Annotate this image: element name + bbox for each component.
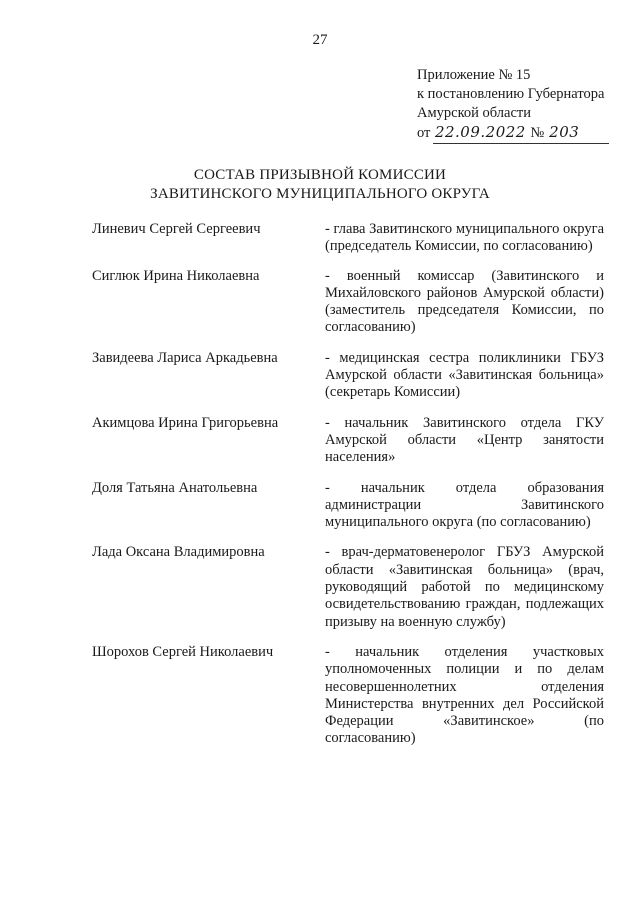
member-row xyxy=(92,350,604,402)
handwritten-number: 203 xyxy=(549,123,580,141)
member-row xyxy=(92,221,604,256)
number-label: № xyxy=(530,125,545,141)
appendix-number: Приложение № 15 xyxy=(417,67,531,83)
member-role: - военный комиссар (Завитинского и Михайловского районов Амурской области) (заместитель председателя Комиссии, по согласованию) xyxy=(325,267,604,336)
member-name: Сиглюк Ирина Николаевна xyxy=(92,267,260,284)
member-role: - начальник отдела образования администрации Завитинского муниципального округа (по согласованию) xyxy=(325,479,604,531)
member-row xyxy=(92,268,604,337)
commission-members-list xyxy=(92,221,604,748)
member-name: Доля Татьяна Анатольевна xyxy=(92,479,258,496)
member-row xyxy=(92,644,604,748)
member-name: Шорохов Сергей Николаевич xyxy=(92,643,274,660)
appendix-header xyxy=(417,66,617,143)
member-name: Лада Оксана Владимировна xyxy=(92,544,265,561)
document-title xyxy=(0,166,640,204)
appendix-region: Амурской области xyxy=(417,105,531,121)
date-underline xyxy=(433,143,609,144)
member-row xyxy=(92,480,604,532)
member-row xyxy=(92,415,604,467)
member-role: - начальник отделения участковых уполномоченных полиции и по делам несовершеннолетних отделения Министерства внутренних дел Российской Федерации «Завитинское» (по согласованию) xyxy=(325,643,604,747)
date-prefix: от xyxy=(417,125,431,141)
handwritten-date: 22.09.2022 xyxy=(434,123,526,141)
appendix-reference: к постановлению Губернатора xyxy=(417,86,605,102)
member-role: - врач-дерматовенеролог ГБУЗ Амурской области «Завитинская больница» (врач, руководящий работой по медицинскому освидетельствованию граждан, подлежащих призыву на военную службу) xyxy=(325,544,604,630)
member-name: Завидеева Лариса Аркадьевна xyxy=(92,349,278,366)
page-number: 27 xyxy=(312,32,328,48)
member-role: - глава Завитинского муниципального округа (председатель Комиссии, по согласованию) xyxy=(325,221,604,255)
member-row xyxy=(92,544,604,630)
member-name: Линевич Сергей Сергеевич xyxy=(92,221,261,237)
appendix-date-line xyxy=(417,123,617,143)
title-line-1: СОСТАВ ПРИЗЫВНОЙ КОМИССИИ xyxy=(193,167,447,183)
member-role: - медицинская сестра поликлиники ГБУЗ Амурской области «Завитинская больница» (секретарь Комиссии) xyxy=(325,349,604,401)
title-line-2: ЗАВИТИНСКОГО МУНИЦИПАЛЬНОГО ОКРУГА xyxy=(150,186,490,202)
member-role: - начальник Завитинского отдела ГКУ Амурской области «Центр занятости населения» xyxy=(325,414,604,466)
member-name: Акимцова Ирина Григорьевна xyxy=(92,414,279,431)
